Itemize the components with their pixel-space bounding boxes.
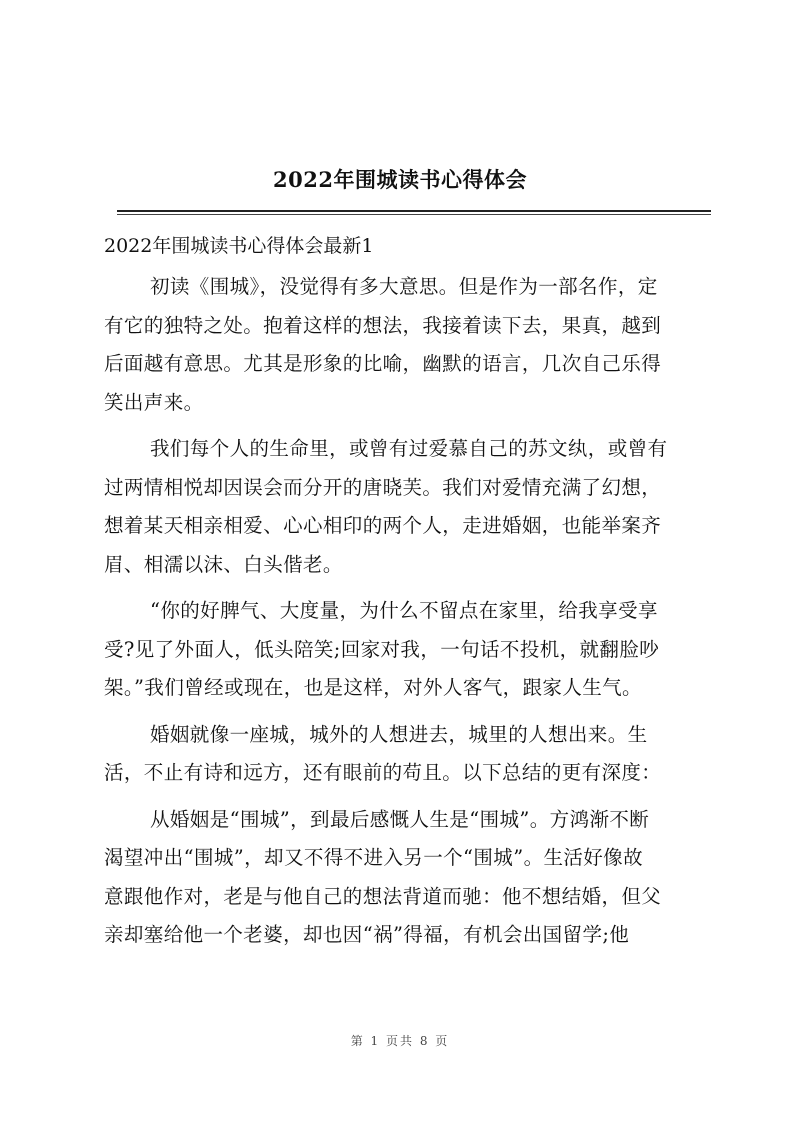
text-line: 受?见了外面人，低头陪笑;回家对我，一句话不投机，就翻脸吵 [104,637,660,661]
paragraph [104,716,704,793]
text-line: 有它的独特之处。抱着这样的想法，我接着读下去，果真，越到 [104,313,662,337]
paragraph [104,430,704,584]
text-line: “你的好脾气、大度量，为什么不留点在家里，给我享受享 [150,599,658,622]
text-line: 眉、相濡以沫、白头偕老。 [104,552,343,576]
paragraph [104,268,704,422]
text-line: 我们每个人的生命里，或曾有过爱慕自己的苏文纨，或曾有 [150,437,668,460]
text-line: 婚姻就像一座城，城外的人想进去，城里的人想出来。生 [150,722,648,746]
body-text [104,268,704,955]
text-line: 初读《围城》，没觉得有多大意思。但是作为一部名作，定 [150,275,658,298]
page-footer: 第 1 页共 8 页 [350,1034,450,1048]
title-divider [117,210,711,212]
text-line: 后面越有意思。尤其是形象的比喻，幽默的语言，几次自己乐得 [104,352,662,375]
text-line: 活，不止有诗和远方，还有眼前的苟且。以下总结的更有深度： [104,761,662,784]
text-line: 过两情相悦却因误会而分开的唐晓芙。我们对爱情充满了幻想， [104,475,662,499]
paragraph [104,592,704,708]
section-heading: 2022年围城读书心得体会最新1 [104,235,374,257]
text-line: 渴望冲出“围城”，却又不得不进入另一个“围城”。生活好像故 [104,846,643,869]
text-line: 架。”我们曾经或现在，也是这样，对外人客气，跟家人生气。 [104,676,642,699]
text-line: 从婚姻是“围城”，到最后感慨人生是“围城”。方鸿渐不断 [150,807,650,831]
title-divider-thin [117,214,711,215]
paragraph [104,801,704,955]
text-line: 笑出声来。 [104,390,204,414]
page-title: 2022年围城读书心得体会 [273,167,527,192]
text-line: 亲却塞给他一个老婆，却也因“祸”得福，有机会出国留学;他 [104,923,630,946]
text-line: 想着某天相亲相爱、心心相印的两个人，走进婚姻，也能举案齐 [104,514,662,537]
text-line: 意跟他作对，老是与他自己的想法背道而驰：他不想结婚，但父 [104,884,662,908]
